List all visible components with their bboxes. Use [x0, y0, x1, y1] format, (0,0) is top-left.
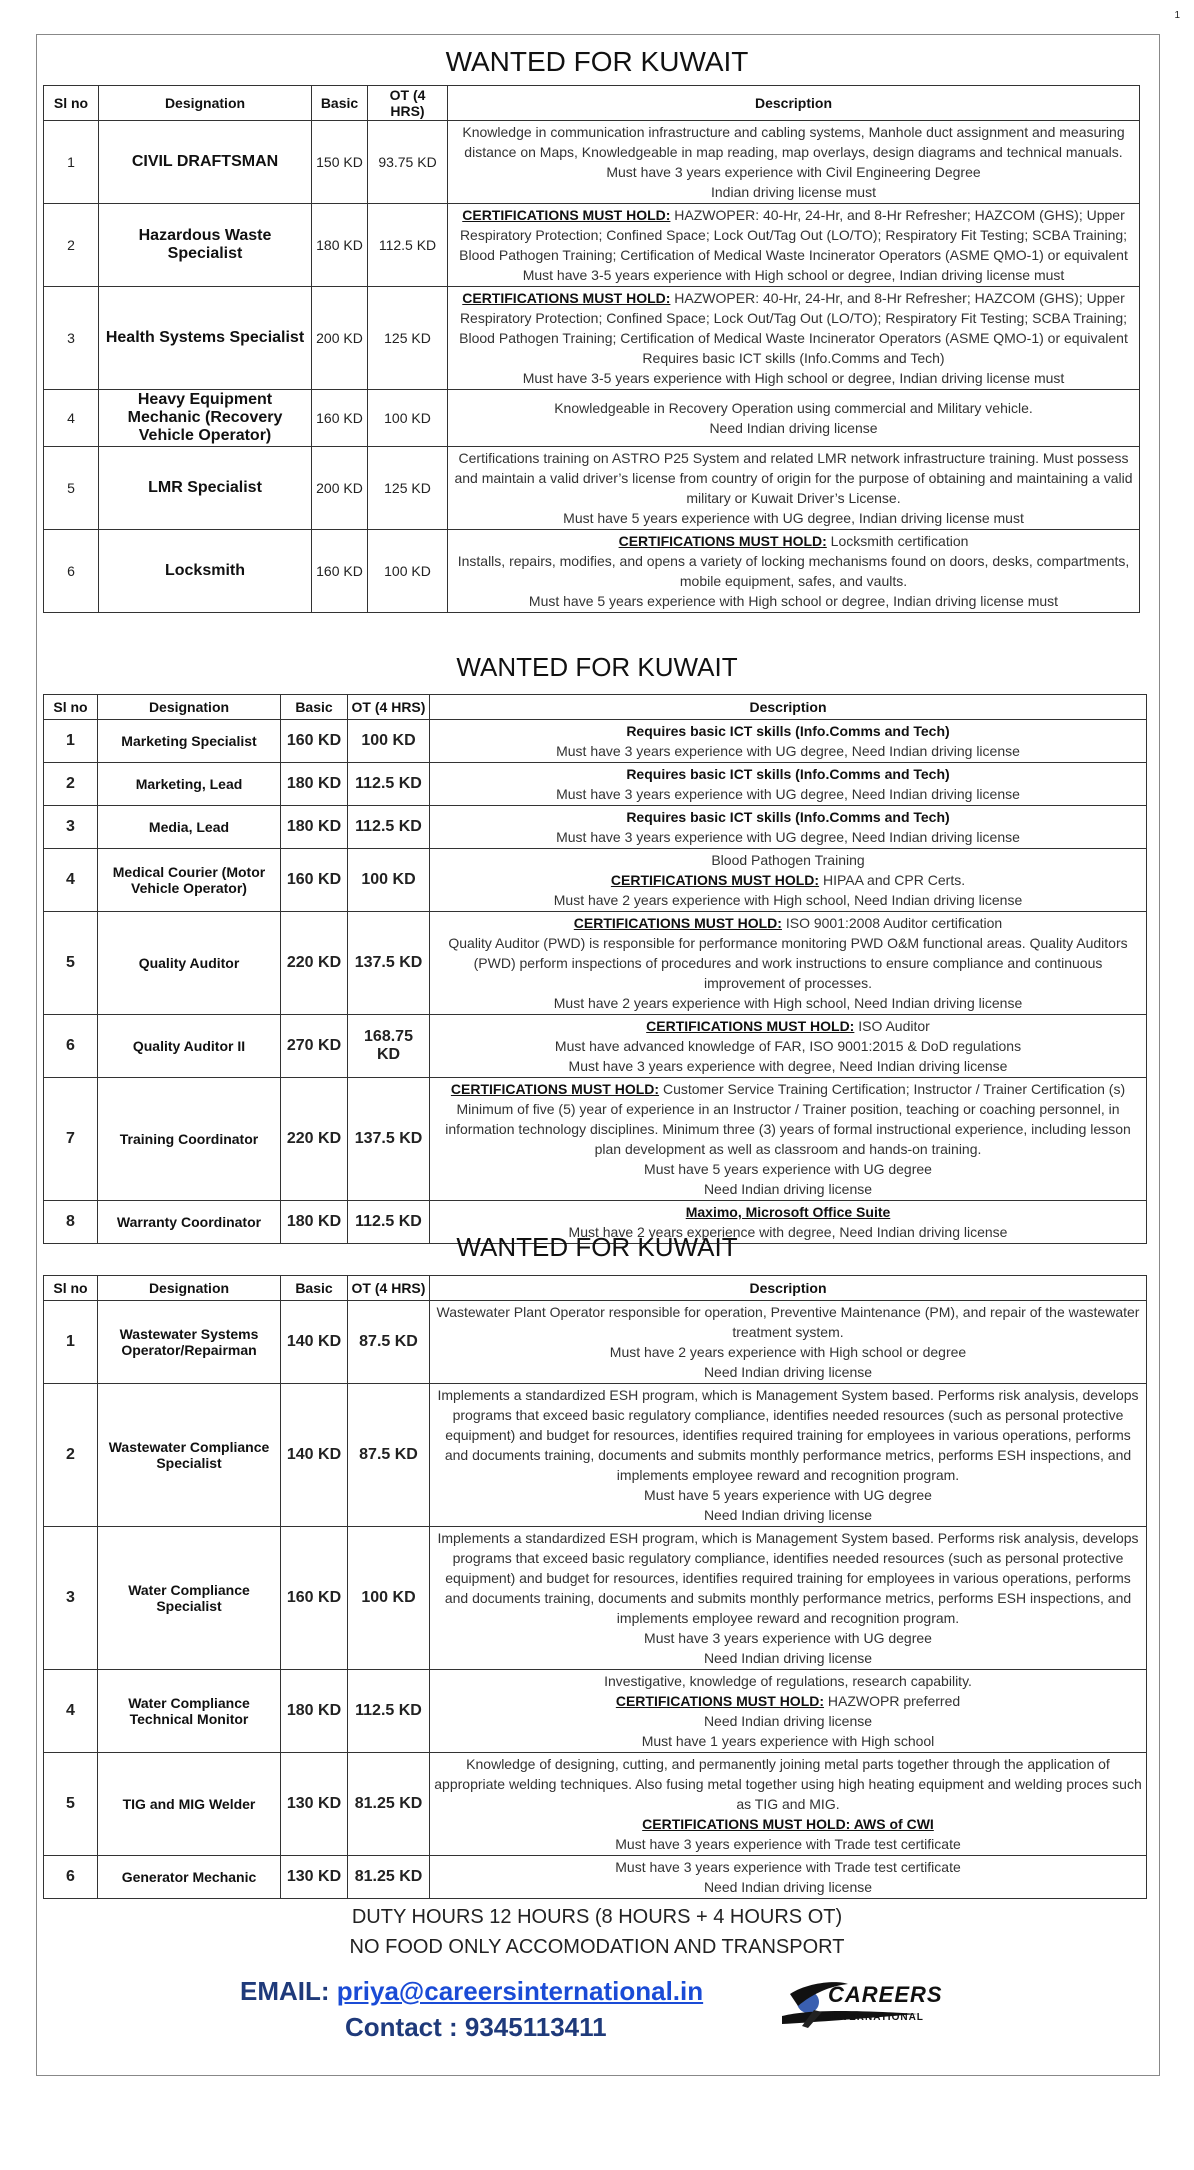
description-text: Must have 2 years experience with High school or degree — [609, 1344, 967, 1360]
cell-sl: 2 — [44, 1384, 98, 1527]
cell-basic: 160 KD — [281, 1527, 348, 1670]
certification-label: CERTIFICATIONS MUST HOLD: — [615, 1693, 825, 1709]
logo-name: CAREERS — [828, 1982, 943, 2007]
col-header-basic: Basic — [281, 1276, 348, 1301]
cell-designation: Locksmith — [99, 530, 312, 613]
cell-ot: 100 KD — [368, 530, 448, 613]
cell-ot: 100 KD — [368, 390, 448, 447]
cell-sl: 2 — [44, 204, 99, 287]
cell-basic: 180 KD — [281, 763, 348, 806]
cell-ot: 137.5 KD — [348, 1078, 430, 1201]
description-line — [433, 1857, 1143, 1877]
cell-sl: 4 — [44, 390, 99, 447]
careers-international-logo — [768, 1972, 943, 2042]
description-text: Must have 5 years experience with UG degree — [644, 1161, 932, 1177]
table-row — [44, 1670, 1147, 1753]
page-title: WANTED FOR KUWAIT — [445, 46, 749, 77]
description-text: Must have 3-5 years experience with High school or degree, Indian driving license must — [522, 267, 1065, 283]
description-text: Must have advanced knowledge of FAR, ISO 9001:2015 & DoD regulations — [554, 1038, 1022, 1054]
description-line — [433, 1834, 1143, 1854]
description-text: Implements a standardized ESH program, which is Management System based. Performs risk analysis, develops programs that exceed basic regulatory compliance, identifies needed resources (such as personal protective equipment) and budget for resources, identifies required training for employees in various operations, performs and documents training, documents and submits monthly performance metrics, performs ESH inspections, and implements employee reward and recognition program. — [437, 1530, 1139, 1626]
description-line — [433, 1691, 1143, 1711]
certification-label: CERTIFICATIONS MUST HOLD: AWS of CWI — [642, 1816, 934, 1832]
accommodation-note: NO FOOD ONLY ACCOMODATION AND TRANSPORT — [349, 1936, 845, 1958]
table-row — [44, 1301, 1147, 1384]
description-text: Must have 3 years experience with Civil Engineering Degree — [606, 164, 981, 180]
cell-basic: 140 KD — [281, 1384, 348, 1527]
cell-description — [430, 763, 1147, 806]
table-row — [44, 763, 1147, 806]
cell-ot: 81.25 KD — [348, 1856, 430, 1899]
description-line — [433, 1731, 1143, 1751]
table-row — [44, 1856, 1147, 1899]
description-line — [433, 784, 1143, 804]
description-text: Must have 3-5 years experience with High school or degree, Indian driving license must — [522, 370, 1065, 386]
table-row — [44, 912, 1147, 1015]
cell-designation: Quality Auditor II — [98, 1015, 281, 1078]
col-header-ot: OT (4 HRS) — [368, 86, 448, 121]
cell-designation: Water Compliance Technical Monitor — [98, 1670, 281, 1753]
jobs-table-3 — [43, 1275, 1147, 1899]
contact-number: Contact : 9345113411 — [345, 2012, 607, 2042]
description-line — [433, 807, 1143, 827]
description-text: Must have 3 years experience with degree, Need Indian driving license — [568, 1058, 1008, 1074]
description-line — [433, 850, 1143, 870]
description-line — [433, 1056, 1143, 1076]
certification-label: CERTIFICATIONS MUST HOLD: — [610, 872, 820, 888]
table-row — [44, 204, 1140, 287]
description-line — [451, 288, 1136, 348]
cell-sl: 3 — [44, 287, 99, 390]
description-line — [433, 1179, 1143, 1199]
email-label: EMAIL: — [240, 1976, 337, 2006]
cell-sl: 3 — [44, 806, 98, 849]
description-text: Must have 3 years experience with UG degree, Need Indian driving license — [556, 786, 1020, 802]
table-row — [44, 1384, 1147, 1527]
description-line — [433, 1754, 1143, 1814]
table-row — [44, 1015, 1147, 1078]
description-line — [451, 531, 1136, 551]
certification-label: CERTIFICATIONS MUST HOLD: — [573, 915, 782, 931]
cell-description — [430, 1527, 1147, 1670]
cell-designation: LMR Specialist — [99, 447, 312, 530]
description-text: Must have 5 years experience with High school or degree, Indian driving license must — [528, 593, 1059, 609]
description-line — [451, 205, 1136, 265]
cell-sl: 1 — [44, 121, 99, 204]
cell-basic: 220 KD — [281, 912, 348, 1015]
cell-sl: 1 — [44, 720, 98, 763]
table-row — [44, 1078, 1147, 1201]
description-line — [451, 368, 1136, 388]
cell-sl: 4 — [44, 1670, 98, 1753]
table-row — [44, 530, 1140, 613]
cell-basic: 150 KD — [312, 121, 368, 204]
description-text: HAZWOPR preferred — [824, 1693, 961, 1709]
description-text: Must have 2 years experience with High school, Need Indian driving license — [553, 892, 1023, 908]
cell-sl: 4 — [44, 849, 98, 912]
description-text: Must have 3 years experience with UG degree, Need Indian driving license — [556, 743, 1020, 759]
col-header-ot: OT (4 HRS) — [348, 695, 430, 720]
cell-basic: 160 KD — [281, 720, 348, 763]
description-text: Must have 5 years experience with UG degree, Indian driving license must — [563, 510, 1024, 526]
description-text: Knowledgeable in Recovery Operation using commercial and Military vehicle. — [554, 400, 1033, 416]
cell-designation: Media, Lead — [98, 806, 281, 849]
table-row — [44, 849, 1147, 912]
description-text: HAZWOPER: 40-Hr, 24-Hr, and 8-Hr Refresher; HAZCOM (GHS); Upper Respiratory Protection; Confined Space; Lock Out/Tag Out (LO/TO); Respiratory Fit Testing; SCBA Training; Blood Pathogen Training; Certification of Medical Waste Incinerator Operators (ASME QMO-1) or equivalent — [459, 290, 1128, 346]
description-line — [451, 162, 1136, 182]
cell-basic: 160 KD — [281, 849, 348, 912]
cell-ot: 112.5 KD — [348, 1201, 430, 1244]
cell-designation: Medical Courier (Motor Vehicle Operator) — [98, 849, 281, 912]
cell-designation: Heavy Equipment Mechanic (Recovery Vehicle Operator) — [99, 390, 312, 447]
cell-basic: 270 KD — [281, 1015, 348, 1078]
description-line — [433, 827, 1143, 847]
description-text: Certifications training on ASTRO P25 System and related LMR network infrastructure training. Must possess and maintain a valid driver’s license from country of origin for the purpose of obtaining and maintaining a valid military or Kuwait Driver’s License. — [454, 450, 1133, 506]
cell-sl: 6 — [44, 1015, 98, 1078]
cell-designation: Generator Mechanic — [98, 1856, 281, 1899]
cell-basic: 130 KD — [281, 1753, 348, 1856]
description-line — [433, 1385, 1143, 1485]
description-text: Need Indian driving license — [703, 1650, 873, 1666]
description-line — [433, 1505, 1143, 1525]
description-text: Implements a standardized ESH program, which is Management System based. Performs risk analysis, develops programs that exceed basic regulatory compliance, identifies needed resources (such as personal protective equipment) and budget for resources, identifies required training for employees in various operations, performs and documents training, documents and submits monthly performance metrics, performs ESH inspections, and implements employee reward and recognition program. — [437, 1387, 1139, 1483]
description-text: Knowledge of designing, cutting, and permanently joining metal parts together through the application of appropriate welding techniques. Also fusing metal together using high heating equipment and welding proces such as TIG and MIG. — [434, 1756, 1142, 1812]
cell-ot: 87.5 KD — [348, 1301, 430, 1384]
description-text: Requires basic ICT skills (Info.Comms and Tech) — [642, 350, 945, 366]
description-line — [433, 1036, 1143, 1056]
cell-description — [448, 121, 1140, 204]
description-line — [433, 1079, 1143, 1159]
cell-sl: 5 — [44, 1753, 98, 1856]
cell-description — [430, 1856, 1147, 1899]
description-text: Locksmith certification — [826, 533, 969, 549]
description-text: Investigative, knowledge of regulations, research capability. — [604, 1673, 972, 1689]
cell-sl: 5 — [44, 912, 98, 1015]
cell-description — [448, 287, 1140, 390]
description-line — [451, 122, 1136, 162]
cell-description — [430, 720, 1147, 763]
description-text: Customer Service Training Certification; Instructor / Trainer Certification (s) Minimum of five (5) year of experience in an Instructor / Trainer position, teaching or coaching personnel, in information technology disciplines. Minimum three (3) years of formal instructional experience, including lesson plan development as well as classroom and hands-on training. — [445, 1081, 1131, 1157]
cell-description — [430, 849, 1147, 912]
email-line — [240, 1976, 703, 2007]
table-row — [44, 447, 1140, 530]
cell-description — [430, 1301, 1147, 1384]
cell-sl: 7 — [44, 1078, 98, 1201]
cell-designation: Hazardous Waste Specialist — [99, 204, 312, 287]
description-line — [433, 1202, 1143, 1222]
cell-designation: Quality Auditor — [98, 912, 281, 1015]
description-line — [433, 993, 1143, 1013]
description-text: ISO Auditor — [854, 1018, 930, 1034]
table-header-row — [44, 695, 1147, 720]
cell-description — [430, 1384, 1147, 1527]
cell-sl: 6 — [44, 1856, 98, 1899]
col-header-basic: Basic — [312, 86, 368, 121]
cell-designation: TIG and MIG Welder — [98, 1753, 281, 1856]
description-text: Must have 3 years experience with UG degree, Need Indian driving license — [556, 829, 1020, 845]
certification-label: CERTIFICATIONS MUST HOLD: — [462, 290, 671, 306]
col-header-designation: Designation — [98, 695, 281, 720]
cell-sl: 8 — [44, 1201, 98, 1244]
description-line — [433, 1485, 1143, 1505]
description-line — [433, 1628, 1143, 1648]
cell-description — [448, 530, 1140, 613]
description-emphasis: Requires basic ICT skills (Info.Comms and Tech) — [626, 809, 950, 825]
cell-basic: 180 KD — [281, 1201, 348, 1244]
table-row — [44, 720, 1147, 763]
jobs-table-2 — [43, 694, 1147, 1244]
description-text: Need Indian driving license — [703, 1507, 873, 1523]
cell-ot: 100 KD — [348, 849, 430, 912]
certification-label: CERTIFICATIONS MUST HOLD: — [450, 1081, 660, 1097]
cell-description — [448, 390, 1140, 447]
page-title-ghost-2: WANTED FOR KUWAIT — [456, 652, 738, 682]
cell-basic: 200 KD — [312, 447, 368, 530]
description-line — [433, 1814, 1143, 1834]
description-text: Must have 5 years experience with UG degree — [644, 1487, 932, 1503]
table-row — [44, 121, 1140, 204]
cell-ot: 137.5 KD — [348, 912, 430, 1015]
description-line — [433, 933, 1143, 993]
cell-basic: 140 KD — [281, 1301, 348, 1384]
description-line — [433, 721, 1143, 741]
cell-designation: Wastewater Compliance Specialist — [98, 1384, 281, 1527]
cell-ot: 112.5 KD — [348, 763, 430, 806]
description-text: Installs, repairs, modifies, and opens a variety of locking mechanisms found on doors, desks, compartments, mobile equipment, safes, and vaults. — [457, 553, 1130, 589]
col-header-sl: Sl no — [44, 1276, 98, 1301]
cell-basic: 130 KD — [281, 1856, 348, 1899]
description-text: HAZWOPER: 40-Hr, 24-Hr, and 8-Hr Refresher; HAZCOM (GHS); Upper Respiratory Protection; Confined Space; Lock Out/Tag Out (LO/TO); Respiratory Fit Testing; SCBA Training; Blood Pathogen Training; Certification of Medical Waste Incinerator Operators (ASME QMO-1) or equivalent — [459, 207, 1128, 263]
description-line — [433, 1528, 1143, 1628]
cell-basic: 180 KD — [281, 1670, 348, 1753]
cell-designation: Warranty Coordinator — [98, 1201, 281, 1244]
cell-sl: 2 — [44, 763, 98, 806]
col-header-sl: Sl no — [44, 695, 98, 720]
col-header-description: Description — [430, 695, 1147, 720]
cell-basic: 180 KD — [281, 806, 348, 849]
table-header-row — [44, 1276, 1147, 1301]
cell-designation: Health Systems Specialist — [99, 287, 312, 390]
description-line — [451, 182, 1136, 202]
logo-subtitle: INTERNATIONAL — [830, 2012, 924, 2023]
description-line — [451, 551, 1136, 591]
certification-label: Maximo, Microsoft Office Suite — [685, 1204, 891, 1220]
table-row — [44, 1753, 1147, 1856]
description-line — [433, 1362, 1143, 1382]
description-line — [433, 1342, 1143, 1362]
certification-label: CERTIFICATIONS MUST HOLD: — [462, 207, 671, 223]
cell-ot: 100 KD — [348, 720, 430, 763]
cell-description — [430, 1753, 1147, 1856]
description-line — [451, 348, 1136, 368]
cell-basic: 160 KD — [312, 390, 368, 447]
description-line — [433, 890, 1143, 910]
table-row — [44, 1527, 1147, 1670]
description-text: Wastewater Plant Operator responsible for operation, Preventive Maintenance (PM), and repair of the wastewater treatment system. — [436, 1304, 1140, 1340]
description-text: Need Indian driving license — [703, 1181, 873, 1197]
col-header-ot: OT (4 HRS) — [348, 1276, 430, 1301]
description-text: Blood Pathogen Training — [711, 852, 865, 868]
col-header-description: Description — [430, 1276, 1147, 1301]
description-line — [451, 418, 1136, 438]
description-line — [433, 1016, 1143, 1036]
description-line — [433, 764, 1143, 784]
description-text: Need Indian driving license — [709, 420, 878, 436]
table-header-row — [44, 86, 1140, 121]
col-header-basic: Basic — [281, 695, 348, 720]
cell-ot: 100 KD — [348, 1527, 430, 1670]
cell-sl: 5 — [44, 447, 99, 530]
description-text: HIPAA and CPR Certs. — [819, 872, 966, 888]
table-row — [44, 390, 1140, 447]
table-row — [44, 806, 1147, 849]
duty-hours-note: DUTY HOURS 12 HOURS (8 HOURS + 4 HOURS OT) — [351, 1906, 843, 1928]
description-text: Must have 3 years experience with Trade test certificate — [615, 1836, 961, 1852]
description-line — [433, 1877, 1143, 1897]
cell-ot: 87.5 KD — [348, 1384, 430, 1527]
cell-sl: 6 — [44, 530, 99, 613]
cell-designation: Wastewater Systems Operator/Repairman — [98, 1301, 281, 1384]
cell-ot: 112.5 KD — [348, 806, 430, 849]
cell-description — [430, 912, 1147, 1015]
cell-sl: 3 — [44, 1527, 98, 1670]
cell-description — [448, 447, 1140, 530]
cell-ot: 112.5 KD — [348, 1670, 430, 1753]
cell-designation: CIVIL DRAFTSMAN — [99, 121, 312, 204]
page-title-ghost-3: WANTED FOR KUWAIT — [456, 1232, 738, 1262]
certification-label: CERTIFICATIONS MUST HOLD: — [646, 1018, 855, 1034]
description-line — [433, 1648, 1143, 1668]
cell-designation: Marketing Specialist — [98, 720, 281, 763]
description-line — [433, 913, 1143, 933]
description-text: Need Indian driving license — [703, 1879, 873, 1895]
description-emphasis: Requires basic ICT skills (Info.Comms and Tech) — [626, 723, 950, 739]
cell-designation: Water Compliance Specialist — [98, 1527, 281, 1670]
description-text: Must have 3 years experience with UG degree — [644, 1630, 932, 1646]
cell-ot: 112.5 KD — [368, 204, 448, 287]
cell-sl: 1 — [44, 1301, 98, 1384]
description-line — [433, 1302, 1143, 1342]
description-text: Quality Auditor (PWD) is responsible for performance monitoring PWD O&M functional areas. Quality Auditors (PWD) perform inspections of procedures and work instructions to ensure compliance and continuous improvement of processes. — [448, 935, 1128, 991]
description-line — [451, 448, 1136, 508]
description-line — [433, 1159, 1143, 1179]
col-header-designation: Designation — [98, 1276, 281, 1301]
description-line — [451, 398, 1136, 418]
description-text: ISO 9001:2008 Auditor certification — [781, 915, 1003, 931]
cell-ot: 81.25 KD — [348, 1753, 430, 1856]
cell-ot: 125 KD — [368, 447, 448, 530]
description-line — [451, 591, 1136, 611]
cell-basic: 200 KD — [312, 287, 368, 390]
description-emphasis: Requires basic ICT skills (Info.Comms and Tech) — [626, 766, 950, 782]
cell-basic: 220 KD — [281, 1078, 348, 1201]
description-text: Need Indian driving license — [703, 1364, 873, 1380]
description-line — [433, 870, 1143, 890]
description-line — [433, 1711, 1143, 1731]
cell-ot: 168.75 KD — [348, 1015, 430, 1078]
cell-designation: Training Coordinator — [98, 1078, 281, 1201]
cell-description — [430, 806, 1147, 849]
cell-basic: 160 KD — [312, 530, 368, 613]
col-header-description: Description — [448, 86, 1140, 121]
cell-description — [448, 204, 1140, 287]
description-text: Must have 3 years experience with Trade test certificate — [615, 1859, 961, 1875]
cell-basic: 180 KD — [312, 204, 368, 287]
email-link[interactable]: priya@careersinternational.in — [336, 1976, 704, 2006]
description-text: Indian driving license must — [711, 184, 876, 200]
description-text: Must have 2 years experience with High school, Need Indian driving license — [553, 995, 1023, 1011]
description-line — [451, 265, 1136, 285]
page-number: 1 — [1174, 10, 1180, 21]
cell-designation: Marketing, Lead — [98, 763, 281, 806]
description-line — [451, 508, 1136, 528]
table-row — [44, 287, 1140, 390]
description-text: Must have 1 years experience with High school — [641, 1733, 935, 1749]
cell-description — [430, 1078, 1147, 1201]
description-text: Knowledge in communication infrastructure and cabling systems, Manhole duct assignment and measuring distance on Maps, Knowledgeable in map reading, map overlays, design diagrams and technical manuals. — [462, 124, 1125, 160]
description-text: Must have 2 years experience with degree, Need Indian driving license — [568, 1224, 1008, 1240]
cell-ot: 93.75 KD — [368, 121, 448, 204]
certification-label: CERTIFICATIONS MUST HOLD: — [618, 533, 827, 549]
col-header-sl: Sl no — [44, 86, 99, 121]
cell-ot: 125 KD — [368, 287, 448, 390]
description-text: Need Indian driving license — [703, 1713, 873, 1729]
cell-description — [430, 1015, 1147, 1078]
col-header-designation: Designation — [99, 86, 312, 121]
description-line — [433, 1671, 1143, 1691]
description-line — [433, 741, 1143, 761]
cell-description — [430, 1670, 1147, 1753]
jobs-table-1 — [43, 85, 1140, 613]
